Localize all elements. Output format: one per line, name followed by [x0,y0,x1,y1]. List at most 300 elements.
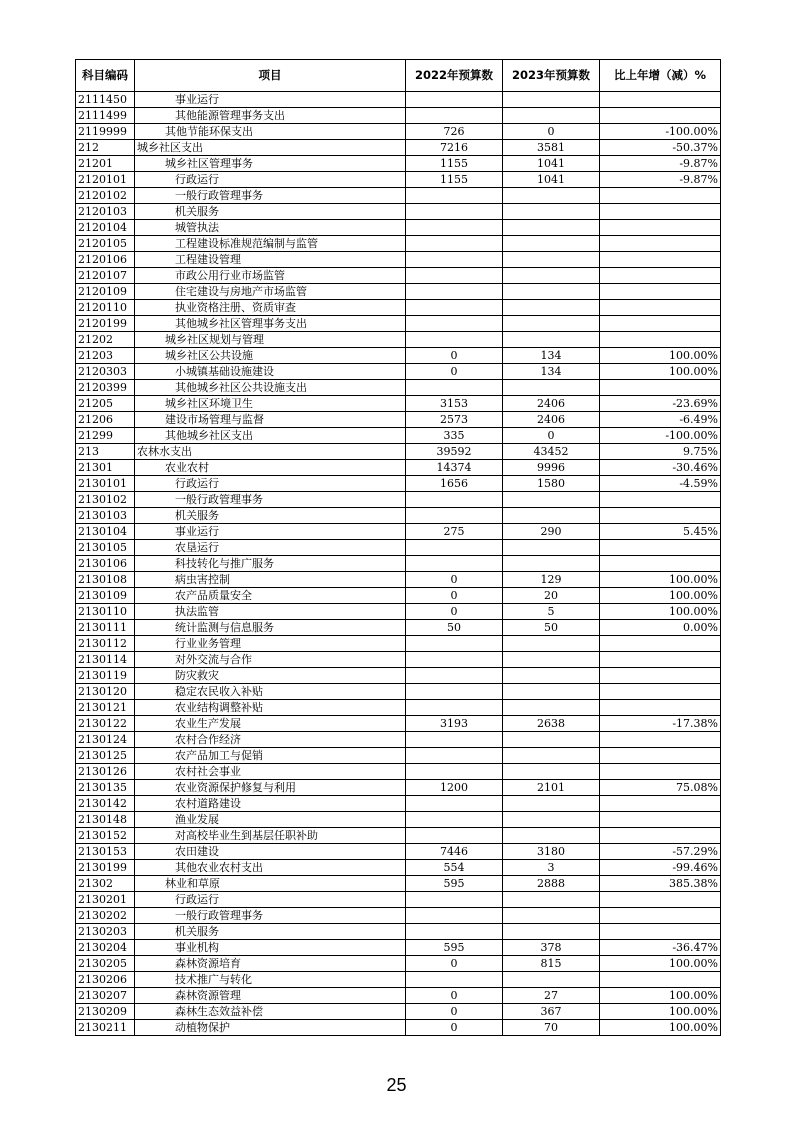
cell-budget-2023 [503,924,600,940]
cell-change [600,924,721,940]
cell-budget-2023: 27 [503,988,600,1004]
cell-budget-2022: 726 [406,124,503,140]
cell-budget-2023: 2406 [503,412,600,428]
cell-budget-2023: 2888 [503,876,600,892]
cell-code: 2120104 [76,220,135,236]
cell-change [600,796,721,812]
table-row [76,796,721,812]
cell-budget-2023 [503,508,600,524]
cell-name: 对高校毕业生到基层任职补助 [135,828,406,844]
cell-budget-2022 [406,892,503,908]
cell-code: 213 [76,444,135,460]
table-row [76,412,721,428]
cell-budget-2023 [503,700,600,716]
table-row [76,108,721,124]
cell-change: 100.00% [600,348,721,364]
cell-budget-2022 [406,300,503,316]
cell-budget-2022 [406,492,503,508]
cell-name: 城乡社区支出 [135,140,406,156]
cell-change [600,892,721,908]
cell-name: 行政运行 [135,892,406,908]
cell-change: 100.00% [600,988,721,1004]
cell-code: 2120106 [76,252,135,268]
cell-budget-2023: 3581 [503,140,600,156]
cell-budget-2022 [406,188,503,204]
cell-name: 事业运行 [135,524,406,540]
cell-budget-2023 [503,188,600,204]
cell-code: 2120105 [76,236,135,252]
cell-budget-2022 [406,908,503,924]
cell-budget-2023: 378 [503,940,600,956]
cell-change [600,556,721,572]
cell-budget-2023 [503,492,600,508]
cell-name: 市政公用行业市场监管 [135,268,406,284]
cell-budget-2023 [503,284,600,300]
table-row [76,252,721,268]
cell-name: 城乡社区环境卫生 [135,396,406,412]
cell-change [600,220,721,236]
cell-budget-2023 [503,300,600,316]
cell-code: 21302 [76,876,135,892]
cell-budget-2022 [406,668,503,684]
cell-name: 行政运行 [135,172,406,188]
cell-name: 其他城乡社区公共设施支出 [135,380,406,396]
cell-budget-2022 [406,684,503,700]
table-row [76,460,721,476]
cell-code: 2120101 [76,172,135,188]
cell-budget-2022 [406,764,503,780]
cell-name: 农村合作经济 [135,732,406,748]
cell-code: 2120303 [76,364,135,380]
cell-name: 其他农业农村支出 [135,860,406,876]
cell-budget-2023: 9996 [503,460,600,476]
cell-change: 100.00% [600,572,721,588]
table-row [76,780,721,796]
cell-code: 2120399 [76,380,135,396]
cell-budget-2023 [503,684,600,700]
cell-name: 农垦运行 [135,540,406,556]
cell-change [600,812,721,828]
cell-code: 2130110 [76,604,135,620]
cell-name: 农产品质量安全 [135,588,406,604]
cell-code: 2130207 [76,988,135,1004]
cell-budget-2022: 275 [406,524,503,540]
cell-budget-2022: 0 [406,348,503,364]
table-row [76,332,721,348]
cell-code: 2130119 [76,668,135,684]
cell-budget-2023 [503,972,600,988]
cell-budget-2022: 1656 [406,476,503,492]
cell-change: -100.00% [600,124,721,140]
cell-name: 一般行政管理事务 [135,492,406,508]
cell-budget-2022: 1155 [406,172,503,188]
cell-name: 行政运行 [135,476,406,492]
cell-budget-2022 [406,268,503,284]
cell-budget-2022 [406,732,503,748]
cell-budget-2023: 43452 [503,444,600,460]
cell-change: 100.00% [600,1020,721,1036]
cell-change: -6.49% [600,412,721,428]
cell-change [600,540,721,556]
cell-change: -9.87% [600,156,721,172]
cell-code: 21206 [76,412,135,428]
cell-change [600,764,721,780]
cell-name: 小城镇基础设施建设 [135,364,406,380]
cell-budget-2022: 3153 [406,396,503,412]
cell-budget-2022 [406,284,503,300]
cell-budget-2023: 50 [503,620,600,636]
table-row [76,876,721,892]
cell-budget-2023: 367 [503,1004,600,1020]
cell-name: 机关服务 [135,924,406,940]
table-row [76,444,721,460]
cell-change: 100.00% [600,956,721,972]
cell-change [600,492,721,508]
table-row [76,348,721,364]
cell-name: 其他城乡社区管理事务支出 [135,316,406,332]
cell-budget-2022 [406,236,503,252]
table-row [76,700,721,716]
cell-budget-2022: 0 [406,604,503,620]
cell-budget-2023: 5 [503,604,600,620]
cell-name: 建设市场管理与监督 [135,412,406,428]
table-row [76,556,721,572]
cell-change: -4.59% [600,476,721,492]
cell-name: 统计监测与信息服务 [135,620,406,636]
cell-code: 2130103 [76,508,135,524]
cell-budget-2023: 134 [503,364,600,380]
cell-budget-2022: 14374 [406,460,503,476]
table-body [76,92,721,1036]
cell-name: 农村道路建设 [135,796,406,812]
cell-name: 稳定农民收入补贴 [135,684,406,700]
cell-change: -30.46% [600,460,721,476]
table-row [76,972,721,988]
table-row [76,748,721,764]
cell-change: -9.87% [600,172,721,188]
header-name: 项目 [135,60,406,92]
cell-name: 病虫害控制 [135,572,406,588]
table-row [76,940,721,956]
cell-budget-2023 [503,236,600,252]
cell-budget-2023 [503,252,600,268]
cell-budget-2023 [503,268,600,284]
cell-budget-2023 [503,732,600,748]
cell-name: 事业机构 [135,940,406,956]
cell-name: 机关服务 [135,204,406,220]
cell-budget-2023 [503,108,600,124]
cell-budget-2022: 7446 [406,844,503,860]
cell-code: 2130209 [76,1004,135,1020]
cell-budget-2022 [406,556,503,572]
cell-code: 21299 [76,428,135,444]
cell-change [600,188,721,204]
cell-budget-2022 [406,972,503,988]
cell-budget-2022 [406,380,503,396]
table-row [76,620,721,636]
table-row [76,716,721,732]
cell-budget-2022 [406,636,503,652]
cell-change [600,300,721,316]
cell-budget-2022: 0 [406,988,503,1004]
cell-name: 科技转化与推广服务 [135,556,406,572]
cell-code: 2120109 [76,284,135,300]
cell-change [600,332,721,348]
cell-budget-2023 [503,204,600,220]
cell-budget-2023: 134 [503,348,600,364]
header-budget-2023: 2023年预算数 [503,60,600,92]
cell-change [600,268,721,284]
header-budget-2022: 2022年预算数 [406,60,503,92]
cell-budget-2022 [406,924,503,940]
cell-change: 100.00% [600,364,721,380]
cell-code: 2130135 [76,780,135,796]
cell-code: 21203 [76,348,135,364]
table-row [76,380,721,396]
cell-budget-2023: 3180 [503,844,600,860]
cell-name: 一般行政管理事务 [135,188,406,204]
cell-code: 2130120 [76,684,135,700]
table-row [76,428,721,444]
cell-name: 工程建设标准规范编制与监管 [135,236,406,252]
cell-name: 其他节能环保支出 [135,124,406,140]
cell-code: 2130106 [76,556,135,572]
cell-budget-2023 [503,828,600,844]
cell-change [600,92,721,108]
cell-budget-2022 [406,540,503,556]
cell-change [600,284,721,300]
cell-code: 2130112 [76,636,135,652]
cell-code: 2130206 [76,972,135,988]
cell-budget-2022: 2573 [406,412,503,428]
cell-budget-2023 [503,812,600,828]
table-row [76,188,721,204]
table-row [76,908,721,924]
cell-change [600,732,721,748]
cell-change [600,652,721,668]
cell-budget-2023: 1041 [503,156,600,172]
cell-code: 2130101 [76,476,135,492]
table-row [76,476,721,492]
cell-budget-2023 [503,220,600,236]
cell-budget-2022 [406,92,503,108]
cell-name: 农林水支出 [135,444,406,460]
cell-code: 2120107 [76,268,135,284]
cell-name: 农村社会事业 [135,764,406,780]
table-row [76,684,721,700]
cell-budget-2022: 1155 [406,156,503,172]
cell-budget-2022: 7216 [406,140,503,156]
cell-budget-2022 [406,748,503,764]
cell-code: 2120103 [76,204,135,220]
cell-name: 工程建设管理 [135,252,406,268]
table-row [76,316,721,332]
table-row [76,172,721,188]
cell-code: 2130125 [76,748,135,764]
cell-name: 农业生产发展 [135,716,406,732]
cell-budget-2022 [406,828,503,844]
table-row [76,508,721,524]
table-row [76,268,721,284]
cell-budget-2022 [406,652,503,668]
cell-budget-2022 [406,700,503,716]
table-row [76,524,721,540]
cell-code: 21205 [76,396,135,412]
cell-change [600,236,721,252]
cell-code: 2130153 [76,844,135,860]
table-row [76,140,721,156]
cell-budget-2023 [503,652,600,668]
cell-name: 森林生态效益补偿 [135,1004,406,1020]
cell-change: 9.75% [600,444,721,460]
cell-code: 21202 [76,332,135,348]
cell-change: -50.37% [600,140,721,156]
cell-budget-2023: 129 [503,572,600,588]
cell-name: 森林资源管理 [135,988,406,1004]
cell-name: 城管执法 [135,220,406,236]
cell-budget-2022 [406,332,503,348]
table-row [76,924,721,940]
cell-name: 农业结构调整补贴 [135,700,406,716]
table-row [76,828,721,844]
cell-budget-2023 [503,764,600,780]
table-row [76,124,721,140]
cell-budget-2022: 0 [406,1004,503,1020]
header-code: 科目编码 [76,60,135,92]
page-number: 25 [386,1075,407,1095]
cell-code: 2130105 [76,540,135,556]
cell-code: 21201 [76,156,135,172]
cell-budget-2023: 1041 [503,172,600,188]
cell-budget-2022: 335 [406,428,503,444]
cell-budget-2022: 50 [406,620,503,636]
header-change: 比上年增（减）% [600,60,721,92]
cell-budget-2022: 595 [406,876,503,892]
cell-name: 渔业发展 [135,812,406,828]
cell-name: 农业资源保护修复与利用 [135,780,406,796]
cell-name: 对外交流与合作 [135,652,406,668]
cell-change [600,700,721,716]
table-row [76,204,721,220]
table-row [76,988,721,1004]
cell-change [600,908,721,924]
cell-budget-2022: 0 [406,588,503,604]
cell-code: 2130203 [76,924,135,940]
cell-budget-2022: 0 [406,956,503,972]
cell-code: 2130114 [76,652,135,668]
cell-budget-2023 [503,556,600,572]
cell-budget-2023: 70 [503,1020,600,1036]
table-row [76,844,721,860]
table-row [76,732,721,748]
cell-code: 2120102 [76,188,135,204]
cell-code: 2130121 [76,700,135,716]
cell-code: 212 [76,140,135,156]
cell-change [600,972,721,988]
cell-change [600,668,721,684]
cell-code: 2130108 [76,572,135,588]
cell-budget-2022 [406,108,503,124]
cell-name: 动植物保护 [135,1020,406,1036]
table-row [76,156,721,172]
cell-name: 一般行政管理事务 [135,908,406,924]
cell-budget-2022 [406,220,503,236]
cell-name: 其他城乡社区支出 [135,428,406,444]
cell-budget-2023: 20 [503,588,600,604]
cell-name: 技术推广与转化 [135,972,406,988]
cell-change: -17.38% [600,716,721,732]
table-row [76,668,721,684]
cell-code: 2120199 [76,316,135,332]
cell-budget-2022: 0 [406,1020,503,1036]
cell-budget-2023 [503,540,600,556]
cell-code: 21301 [76,460,135,476]
cell-name: 其他能源管理事务支出 [135,108,406,124]
cell-change: 75.08% [600,780,721,796]
cell-budget-2022 [406,796,503,812]
cell-name: 农业农村 [135,460,406,476]
cell-change [600,684,721,700]
table-row [76,812,721,828]
cell-budget-2022 [406,252,503,268]
cell-code: 2130124 [76,732,135,748]
table-row [76,220,721,236]
cell-change: 5.45% [600,524,721,540]
table-row [76,956,721,972]
cell-code: 2130104 [76,524,135,540]
cell-change: 100.00% [600,588,721,604]
table-row [76,652,721,668]
cell-name: 防灾救灾 [135,668,406,684]
cell-change [600,316,721,332]
cell-budget-2023 [503,668,600,684]
cell-code: 2130204 [76,940,135,956]
cell-code: 2119999 [76,124,135,140]
table-row [76,92,721,108]
cell-name: 城乡社区公共设施 [135,348,406,364]
table-row [76,1004,721,1020]
cell-budget-2022: 595 [406,940,503,956]
cell-budget-2023: 2406 [503,396,600,412]
table-row [76,540,721,556]
cell-code: 2120110 [76,300,135,316]
table-row [76,492,721,508]
cell-change [600,108,721,124]
table-row [76,604,721,620]
cell-code: 2130201 [76,892,135,908]
cell-change: 100.00% [600,1004,721,1020]
cell-name: 机关服务 [135,508,406,524]
table-row [76,364,721,380]
cell-budget-2022 [406,204,503,220]
cell-name: 城乡社区规划与管理 [135,332,406,348]
cell-code: 2130211 [76,1020,135,1036]
cell-code: 2130205 [76,956,135,972]
cell-budget-2022: 3193 [406,716,503,732]
cell-code: 2111499 [76,108,135,124]
cell-change: -100.00% [600,428,721,444]
cell-budget-2022 [406,812,503,828]
cell-code: 2111450 [76,92,135,108]
cell-change [600,828,721,844]
cell-code: 2130111 [76,620,135,636]
cell-code: 2130152 [76,828,135,844]
cell-budget-2023: 0 [503,428,600,444]
cell-budget-2022: 0 [406,364,503,380]
cell-change: -36.47% [600,940,721,956]
cell-code: 2130102 [76,492,135,508]
cell-budget-2023: 0 [503,124,600,140]
